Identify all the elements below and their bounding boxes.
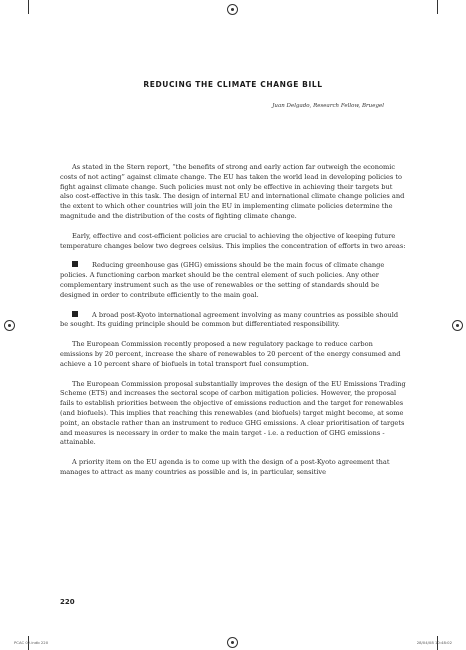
bullet-item-2	[60, 311, 406, 331]
bullet-text-2: A broad post-Kyoto international agreement involving as many countries as possible should be sought. Its guiding principle should be common but differentiated responsibility.	[60, 310, 399, 329]
paragraph-4: The European Commission proposal substantially improves the design of the EU Emissions Trading Scheme (ETS) and increases the sectoral scope of carbon mitigation policies. However, the proposal fails to establish priorities between the objective of emissions reduction and the target for renewables (and biofuels). This implies that reaching this renewables (and biofuels) target might become, at some point, an obstacle rather than an instrument to reduce GHG emissions. A clear prioritisation of targets and measures is necessary in order to make the main target - i.e. a reduction of GHG emissions - attainable.	[60, 379, 406, 447]
registration-mark-left	[4, 320, 15, 331]
paragraph-3: The European Commission recently proposed a new regulatory package to reduce carbon emissions by 20 percent, increase the share of renewables to 20 percent of the energy consumed and achieve a 10 percent share of biofuels in total transport fuel consumption.	[60, 340, 401, 368]
author-line: Juan Delgado, Research Fellow, Bruegel	[272, 103, 384, 109]
page-title: REDUCING THE CLIMATE CHANGE BILL	[143, 80, 323, 89]
bullet-item-1	[60, 261, 406, 300]
square-bullet-icon	[72, 261, 78, 267]
print-slug-file: PCAC 02.indb 220	[14, 640, 49, 645]
square-bullet-icon	[72, 311, 78, 317]
crop-mark-top-right	[437, 0, 438, 14]
registration-mark-top	[227, 4, 238, 15]
paragraph-1: As stated in the Stern report, “the benefits of strong and early action far outweigh the economic costs of not acting” against climate change. The EU has taken the world lead in developing policies to fight against climate change. Such policies must not only be effective in achieving their targets but also cost-effective in this task. The design of internal EU and international climate change policies and the extent to which other countries will join the EU in implementing climate policies determine the magnitude and the distribution of the costs of fighting climate change.	[60, 163, 405, 220]
bullet-text-1: Reducing greenhouse gas (GHG) emissions should be the main focus of climate change policies. A functioning carbon market should be the central element of such policies. Any other complementary instrument such as the use of renewables or the setting of standards should be designed in order to contribute efficiently to the main goal.	[60, 261, 385, 299]
registration-mark-bottom	[227, 637, 238, 648]
registration-mark-right	[452, 320, 463, 331]
print-slug-timestamp: 28/04/08 10:48:02	[416, 640, 452, 645]
crop-mark-top-left	[28, 0, 29, 14]
paragraph-5: A priority item on the EU agenda is to come up with the design of a post-Kyoto agreement that manages to attract as many countries as possible and is, in particular, sensitive	[60, 458, 390, 476]
paragraph-2: Early, effective and cost-efficient policies are crucial to achieving the objective of keeping future temperature changes below two degrees celsius. This implies the concentration of efforts in two areas:	[60, 231, 406, 250]
body-text	[60, 163, 406, 488]
page-number: 220	[60, 598, 75, 606]
